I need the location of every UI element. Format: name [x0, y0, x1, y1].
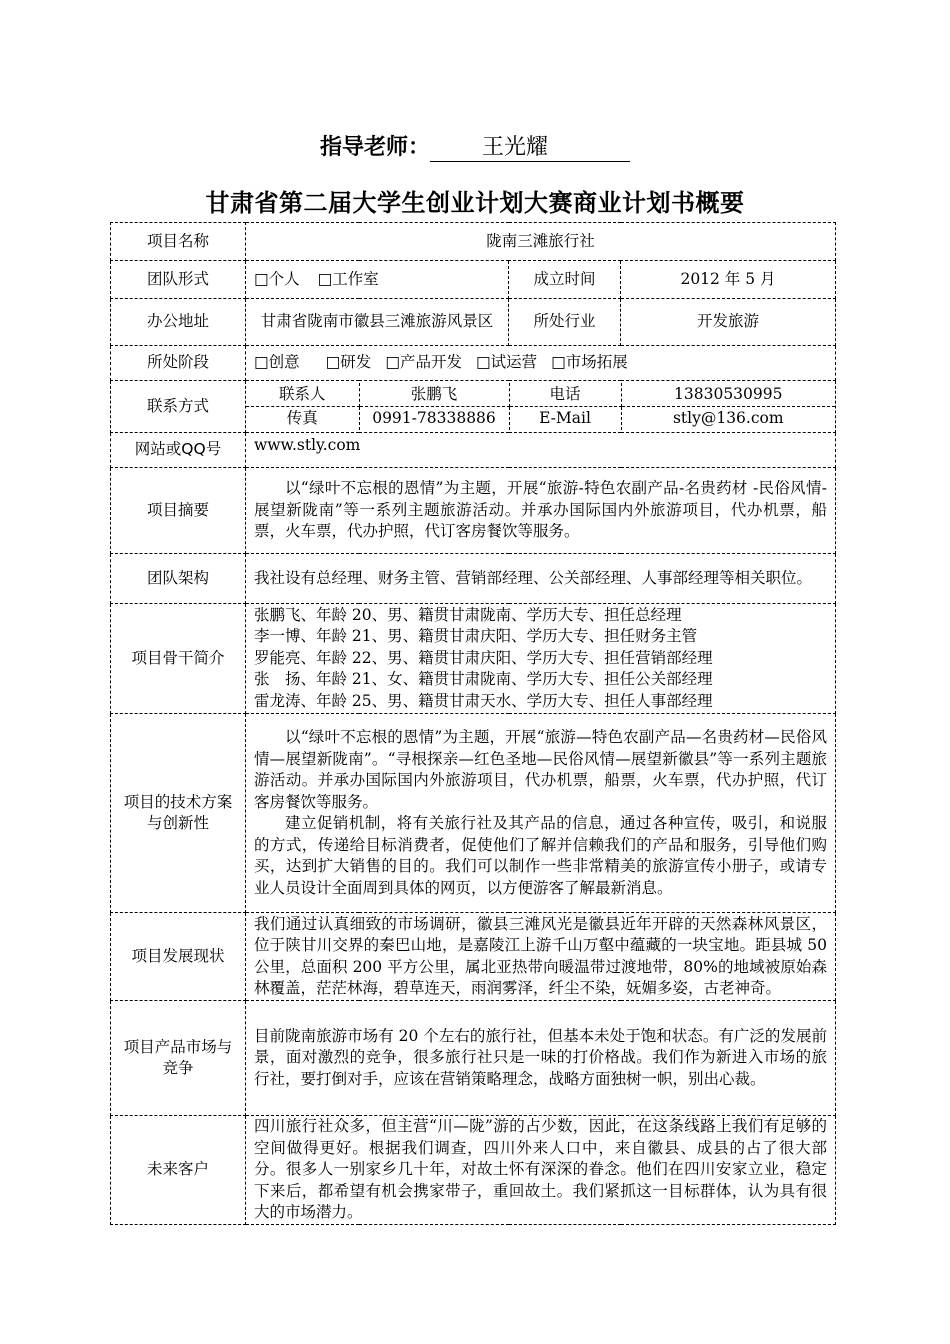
contact-person-value: 张鹏飞 — [359, 383, 509, 407]
checkbox-individual[interactable]: □个人 — [254, 269, 300, 288]
development-cell — [246, 913, 836, 1001]
row-core-members — [111, 604, 836, 714]
row-website — [111, 433, 836, 468]
contact-details — [246, 381, 836, 433]
team-structure-text: 我社设有总经理、财务主管、营销部经理、公关部经理、人事部经理等相关职位。 — [254, 568, 813, 587]
phone-value: 13830530995 — [621, 383, 835, 407]
core-member-line: 罗能亮、年龄 22、男、籍贯甘肃庆阳、学历大专、担任营销部经理 — [254, 648, 713, 667]
business-plan-summary-table — [110, 222, 836, 1225]
checkbox-idea[interactable]: □创意 — [254, 353, 300, 372]
customers-cell — [246, 1116, 836, 1225]
team-structure-label: 团队架构 — [111, 554, 246, 604]
summary-text: 以“绿叶不忘根的恩情”为主题，开展“旅游-特色农副产品-名贵药材 -民俗风情-展望新陇南”等一系列主题旅游活动。并承办国际国内外旅游项目，代办机票，船票，火车票，代办护照，代订客房餐饮等服务。 — [254, 479, 828, 541]
development-text: 我们通过认真细致的市场调研，徽县三滩风光是徽县近年开辟的天然森林风景区，位于陕甘川交界的秦巴山地，是嘉陵江上游千山万壑中蕴藏的一块宝地。距县城 50 公里，总面积 200 平方公里，属北亚热带向暖温带过渡地带，80%的地域被原始森林覆盖，茫茫林海，碧草连天，雨润雾泽，纤尘不染，妩媚多姿，古老神奇。 — [254, 914, 828, 997]
row-development — [111, 913, 836, 1001]
row-market — [111, 1001, 836, 1116]
row-summary — [111, 468, 836, 554]
advisor-line — [0, 130, 950, 162]
email-value: stly@136.com — [621, 407, 835, 431]
industry-label: 所处行业 — [509, 299, 621, 346]
advisor-label: 指导老师： — [319, 135, 430, 160]
summary-label: 项目摘要 — [111, 468, 246, 554]
stage-options — [246, 346, 836, 381]
tech-innovation-paragraph: 以“绿叶不忘根的恩情”为主题，开展“旅游—特色农副产品—名贵药材—民俗风情—展望新陇南”。“寻根探亲—红色圣地—民俗风情—展望新徽县”等一系列主题旅游活动。并承办国际国内外旅游项目，代办机票，船票，火车票，代办护照，代订客房餐饮等服务。 — [254, 728, 828, 811]
founded-label: 成立时间 — [509, 261, 621, 299]
tech-innovation-cell — [246, 714, 836, 913]
contact-subtable — [246, 383, 835, 430]
core-members-cell — [246, 604, 836, 714]
project-name-value: 陇南三滩旅行社 — [246, 223, 836, 261]
row-team-structure — [111, 554, 836, 604]
checkbox-studio[interactable]: □工作室 — [317, 269, 379, 288]
tech-innovation-paragraph: 建立促销机制，将有关旅行社及其产品的信息，通过各种宣传，吸引，和说服的方式，传递给目标消费者，促使他们了解并信赖我们的产品和服务，引导他们购买，达到扩大销售的目的。我们可以制作一些非常精美的旅游宣传小册子，或请专业人员设计全面周到具体的网页，以方便游客了解最新消息。 — [254, 814, 828, 897]
market-label: 项目产品市场与竞争 — [111, 1001, 246, 1116]
core-member-line: 张鹏飞、年龄 20、男、籍贯甘肃陇南、学历大专、担任总经理 — [254, 605, 682, 624]
core-member-line: 李一博、年龄 21、男、籍贯甘肃庆阳、学历大专、担任财务主管 — [254, 627, 698, 646]
team-structure-cell — [246, 554, 836, 604]
fax-value: 0991-78338886 — [359, 407, 509, 431]
website-value: www.stly.com — [246, 433, 836, 468]
market-text: 目前陇南旅游市场有 20 个左右的旅行社，但基本未处于饱和状态。有广泛的发展前景，面对激烈的竞争，很多旅行社只是一味的打价格战。我们作为新进入市场的旅行社，要打倒对手，应该在营销策略理念，战略方面独树一帜，别出心裁。 — [254, 1026, 828, 1088]
checkbox-trial-run[interactable]: □试运营 — [475, 353, 538, 372]
email-label: E-Mail — [509, 407, 621, 431]
row-customers — [111, 1116, 836, 1225]
tech-innovation-label: 项目的技术方案与创新性 — [111, 714, 246, 913]
industry-value: 开发旅游 — [621, 299, 836, 346]
row-office — [111, 299, 836, 346]
row-project-name — [111, 223, 836, 261]
website-label: 网站或QQ号 — [111, 433, 246, 468]
customers-label: 未来客户 — [111, 1116, 246, 1225]
checkbox-rd[interactable]: □研发 — [325, 353, 372, 372]
fax-label: 传真 — [246, 407, 359, 431]
row-contact — [111, 381, 836, 433]
founded-value: 2012 年 5 月 — [621, 261, 836, 299]
phone-label: 电话 — [509, 383, 621, 407]
summary-cell — [246, 468, 836, 554]
core-members-label: 项目骨干简介 — [111, 604, 246, 714]
customers-text: 四川旅行社众多，但主营“川—陇”游的占少数，因此，在这条线路上我们有足够的空间做得更好。根据我们调查，四川外来人口中，来自徽县、成县的占了很大部分。很多人一别家乡几十年，对故土怀有深深的眷念。他们在四川安家立业，稳定下来后，都希望有机会携家带子，重回故土。我们紧抓这一目标群体，认为具有很大的市场潜力。 — [254, 1117, 828, 1221]
development-label: 项目发展现状 — [111, 913, 246, 1001]
team-form-options — [246, 261, 509, 299]
contact-person-label: 联系人 — [246, 383, 359, 407]
office-label: 办公地址 — [111, 299, 246, 346]
core-member-line: 张 扬、年龄 21、女、籍贯甘肃陇南、学历大专、担任公关部经理 — [254, 670, 713, 689]
checkbox-product-dev[interactable]: □产品开发 — [385, 353, 462, 372]
checkbox-market-expansion[interactable]: □市场拓展 — [551, 353, 628, 372]
office-value: 甘肃省陇南市徽县三滩旅游风景区 — [246, 299, 509, 346]
market-cell — [246, 1001, 836, 1116]
row-stage — [111, 346, 836, 381]
stage-label: 所处阶段 — [111, 346, 246, 381]
advisor-name: 王光耀 — [430, 135, 630, 162]
contact-label: 联系方式 — [111, 381, 246, 433]
team-form-label: 团队形式 — [111, 261, 246, 299]
row-tech-innovation — [111, 714, 836, 913]
row-team-form — [111, 261, 836, 299]
document-title: 甘肃省第二届大学生创业计划大赛商业计划书概要 — [205, 189, 745, 217]
core-member-line: 雷龙涛、年龄 25、男、籍贯甘肃天水、学历大专、担任人事部经理 — [254, 691, 713, 710]
project-name-label: 项目名称 — [111, 223, 246, 261]
